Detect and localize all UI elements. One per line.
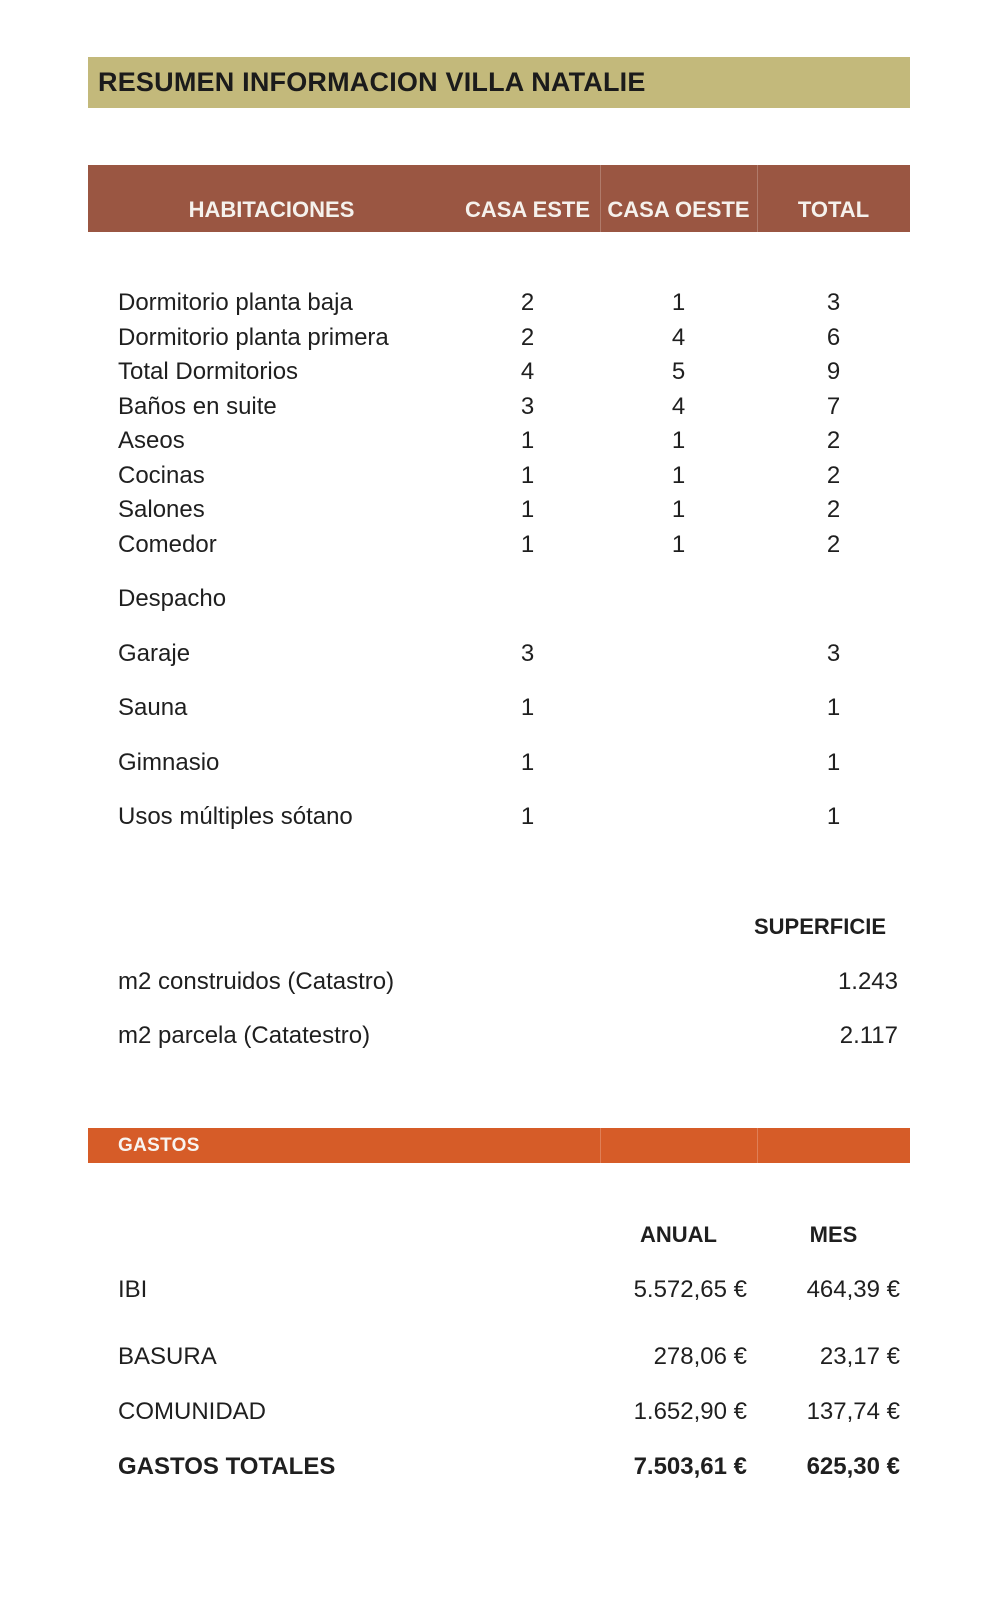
row-label: Gimnasio bbox=[118, 748, 220, 776]
casa-este-value: 1 bbox=[520, 530, 535, 558]
casa-este-value: 1 bbox=[520, 461, 535, 489]
habitaciones-extra-rows bbox=[88, 572, 910, 845]
casa-este-value: 1 bbox=[520, 748, 535, 776]
casa-este-value: 3 bbox=[520, 392, 535, 420]
column-divider bbox=[600, 165, 601, 232]
habitaciones-rows bbox=[88, 286, 910, 562]
total-value: 3 bbox=[826, 639, 841, 667]
table-row bbox=[88, 790, 910, 845]
gastos-bar-label: GASTOS bbox=[118, 1134, 200, 1156]
casa-este-value: 1 bbox=[520, 496, 535, 524]
row-label: Sauna bbox=[118, 694, 188, 722]
row-label: m2 construidos (Catastro) bbox=[118, 968, 395, 995]
casa-oeste-value: 1 bbox=[671, 496, 686, 524]
table-row bbox=[88, 1019, 910, 1053]
table-row bbox=[88, 681, 910, 736]
casa-este-value: 4 bbox=[520, 358, 535, 386]
casa-este-value: 2 bbox=[520, 323, 535, 351]
mes-value: 464,39 € bbox=[806, 1276, 900, 1303]
table-row bbox=[88, 424, 910, 459]
table-row bbox=[88, 736, 910, 791]
table-row bbox=[88, 528, 910, 563]
superficie-value: 2.117 bbox=[839, 1022, 898, 1049]
table-row bbox=[88, 355, 910, 390]
gastos-rows bbox=[88, 1273, 910, 1429]
table-row bbox=[88, 493, 910, 528]
title-bar bbox=[88, 57, 910, 108]
row-label: IBI bbox=[118, 1276, 148, 1303]
row-label: Aseos bbox=[118, 427, 185, 455]
gastos-section-bar bbox=[88, 1128, 910, 1163]
column-header-casa-oeste: CASA OESTE bbox=[607, 197, 750, 222]
casa-oeste-value: 1 bbox=[671, 530, 686, 558]
mes-total-value: 625,30 € bbox=[806, 1453, 900, 1480]
row-label: Comedor bbox=[118, 530, 217, 558]
casa-este-value: 2 bbox=[520, 289, 535, 317]
total-value: 1 bbox=[826, 748, 841, 776]
row-label: BASURA bbox=[118, 1343, 217, 1370]
total-value: 7 bbox=[826, 392, 841, 420]
total-value: 9 bbox=[826, 358, 841, 386]
anual-value: 5.572,65 € bbox=[633, 1276, 747, 1303]
total-value: 2 bbox=[826, 427, 841, 455]
habitaciones-table-header bbox=[88, 165, 910, 232]
table-row bbox=[88, 286, 910, 321]
superficie-rows bbox=[88, 965, 910, 1073]
table-row bbox=[88, 390, 910, 425]
casa-este-value: 1 bbox=[520, 694, 535, 722]
casa-oeste-value: 5 bbox=[671, 358, 686, 386]
casa-este-value: 3 bbox=[520, 639, 535, 667]
row-label: Despacho bbox=[118, 585, 227, 613]
casa-oeste-value: 1 bbox=[671, 427, 686, 455]
row-label: Garaje bbox=[118, 639, 191, 667]
column-header-mes: MES bbox=[809, 1222, 858, 1247]
mes-value: 137,74 € bbox=[806, 1398, 900, 1425]
gastos-table-header bbox=[88, 1218, 910, 1252]
table-row bbox=[88, 572, 910, 627]
casa-este-value: 1 bbox=[520, 803, 535, 831]
total-value: 2 bbox=[826, 496, 841, 524]
table-row bbox=[88, 1340, 910, 1374]
casa-este-value: 1 bbox=[520, 427, 535, 455]
row-label: Baños en suite bbox=[118, 392, 277, 420]
gastos-total-row bbox=[88, 1450, 910, 1484]
table-row bbox=[88, 321, 910, 356]
row-label: COMUNIDAD bbox=[118, 1398, 266, 1425]
column-header-casa-este: CASA ESTE bbox=[464, 197, 591, 222]
column-header-total: TOTAL bbox=[797, 197, 870, 222]
table-row bbox=[88, 1273, 910, 1307]
superficie-value: 1.243 bbox=[837, 968, 898, 995]
row-label: Dormitorio planta baja bbox=[118, 289, 353, 317]
casa-oeste-value: 4 bbox=[671, 392, 686, 420]
page-title: RESUMEN INFORMACION VILLA NATALIE bbox=[98, 67, 646, 97]
column-header-habitaciones: HABITACIONES bbox=[188, 197, 355, 222]
mes-value: 23,17 € bbox=[819, 1343, 900, 1370]
row-label: Salones bbox=[118, 496, 205, 524]
column-divider bbox=[600, 1128, 601, 1163]
column-divider bbox=[757, 1128, 758, 1163]
superficie-section-header bbox=[88, 910, 910, 944]
row-label: Dormitorio planta primera bbox=[118, 323, 389, 351]
row-label: m2 parcela (Catatestro) bbox=[118, 1022, 371, 1049]
anual-value: 1.652,90 € bbox=[633, 1398, 747, 1425]
casa-oeste-value: 1 bbox=[671, 461, 686, 489]
table-row bbox=[88, 965, 910, 999]
table-row bbox=[88, 1395, 910, 1429]
table-row bbox=[88, 459, 910, 494]
anual-value: 278,06 € bbox=[653, 1343, 747, 1370]
column-divider bbox=[757, 165, 758, 232]
row-label: Usos múltiples sótano bbox=[118, 803, 353, 831]
total-value: 2 bbox=[826, 530, 841, 558]
casa-oeste-value: 1 bbox=[671, 289, 686, 317]
total-value: 6 bbox=[826, 323, 841, 351]
total-value: 2 bbox=[826, 461, 841, 489]
anual-total-value: 7.503,61 € bbox=[633, 1453, 747, 1480]
casa-oeste-value: 4 bbox=[671, 323, 686, 351]
table-row bbox=[88, 627, 910, 682]
column-header-anual: ANUAL bbox=[640, 1222, 717, 1247]
row-label: Cocinas bbox=[118, 461, 205, 489]
total-value: 3 bbox=[826, 289, 841, 317]
row-label: GASTOS TOTALES bbox=[118, 1453, 336, 1480]
row-label: Total Dormitorios bbox=[118, 358, 299, 386]
total-value: 1 bbox=[826, 803, 841, 831]
total-value: 1 bbox=[826, 694, 841, 722]
superficie-header-label: SUPERFICIE bbox=[753, 914, 886, 939]
